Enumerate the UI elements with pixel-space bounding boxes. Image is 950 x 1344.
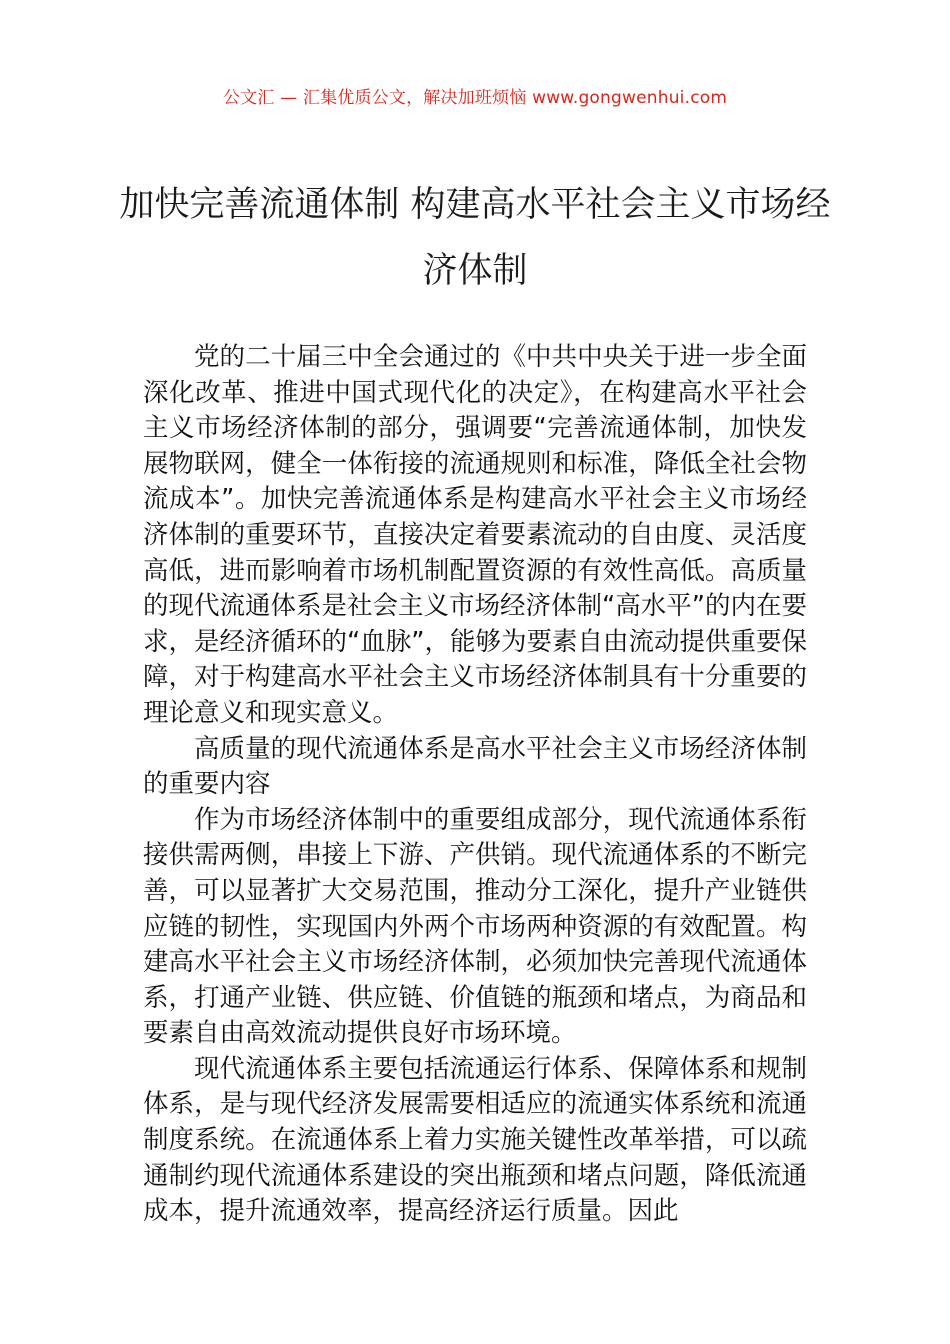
document-body <box>143 340 807 1230</box>
header-banner: 公文汇 — 汇集优质公文，解决加班烦恼 www.gongwenhui.com <box>222 88 728 108</box>
document-title: 加快完善流通体制 构建高水平社会主义市场经济体制 <box>119 185 831 291</box>
paragraph-intro: 党的二十届三中全会通过的《中共中央关于进一步全面深化改革、推进中国式现代化的决定》，在构建高水平社会主义市场经济体制的部分，强调要“完善流通体制，加快发展物联网，健全一体衔接的流通规则和标准，降低全社会物流成本”。加快完善流通体系是构建高水平社会主义市场经济体制的重要环节，直接决定着要素流动的自由度、灵活度高低，进而影响着市场机制配置资源的有效性高低。高质量的现代流通体系是社会主义市场经济体制“高水平”的内在要求，是经济循环的“血脉”，能够为要素自由流动提供重要保障，对于构建高水平社会主义市场经济体制具有十分重要的理论意义和现实意义。 <box>143 342 807 728</box>
paragraph-2: 作为市场经济体制中的重要组成部分，现代流通体系衔接供需两侧，串接上下游、产供销。现代流通体系的不断完善，可以显著扩大交易范围，推动分工深化，提升产业链供应链的韧性，实现国内外两个市场两种资源的有效配置。构建高水平社会主义市场经济体制，必须加快完善现代流通体系，打通产业链、供应链、价值链的瓶颈和堵点，为商品和要素自由高效流动提供良好市场环境。 <box>143 804 807 1049</box>
section-heading: 高质量的现代流通体系是高水平社会主义市场经济体制的重要内容 <box>143 733 807 800</box>
paragraph-3: 现代流通体系主要包括流通运行体系、保障体系和规制体系，是与现代经济发展需要相适应的流通实体系统和流通制度系统。在流通体系上着力实施关键性改革举措，可以疏通制约现代流通体系建设的突出瓶颈和堵点问题，降低流通成本，提升流通效率，提高经济运行质量。因此 <box>143 1053 807 1227</box>
